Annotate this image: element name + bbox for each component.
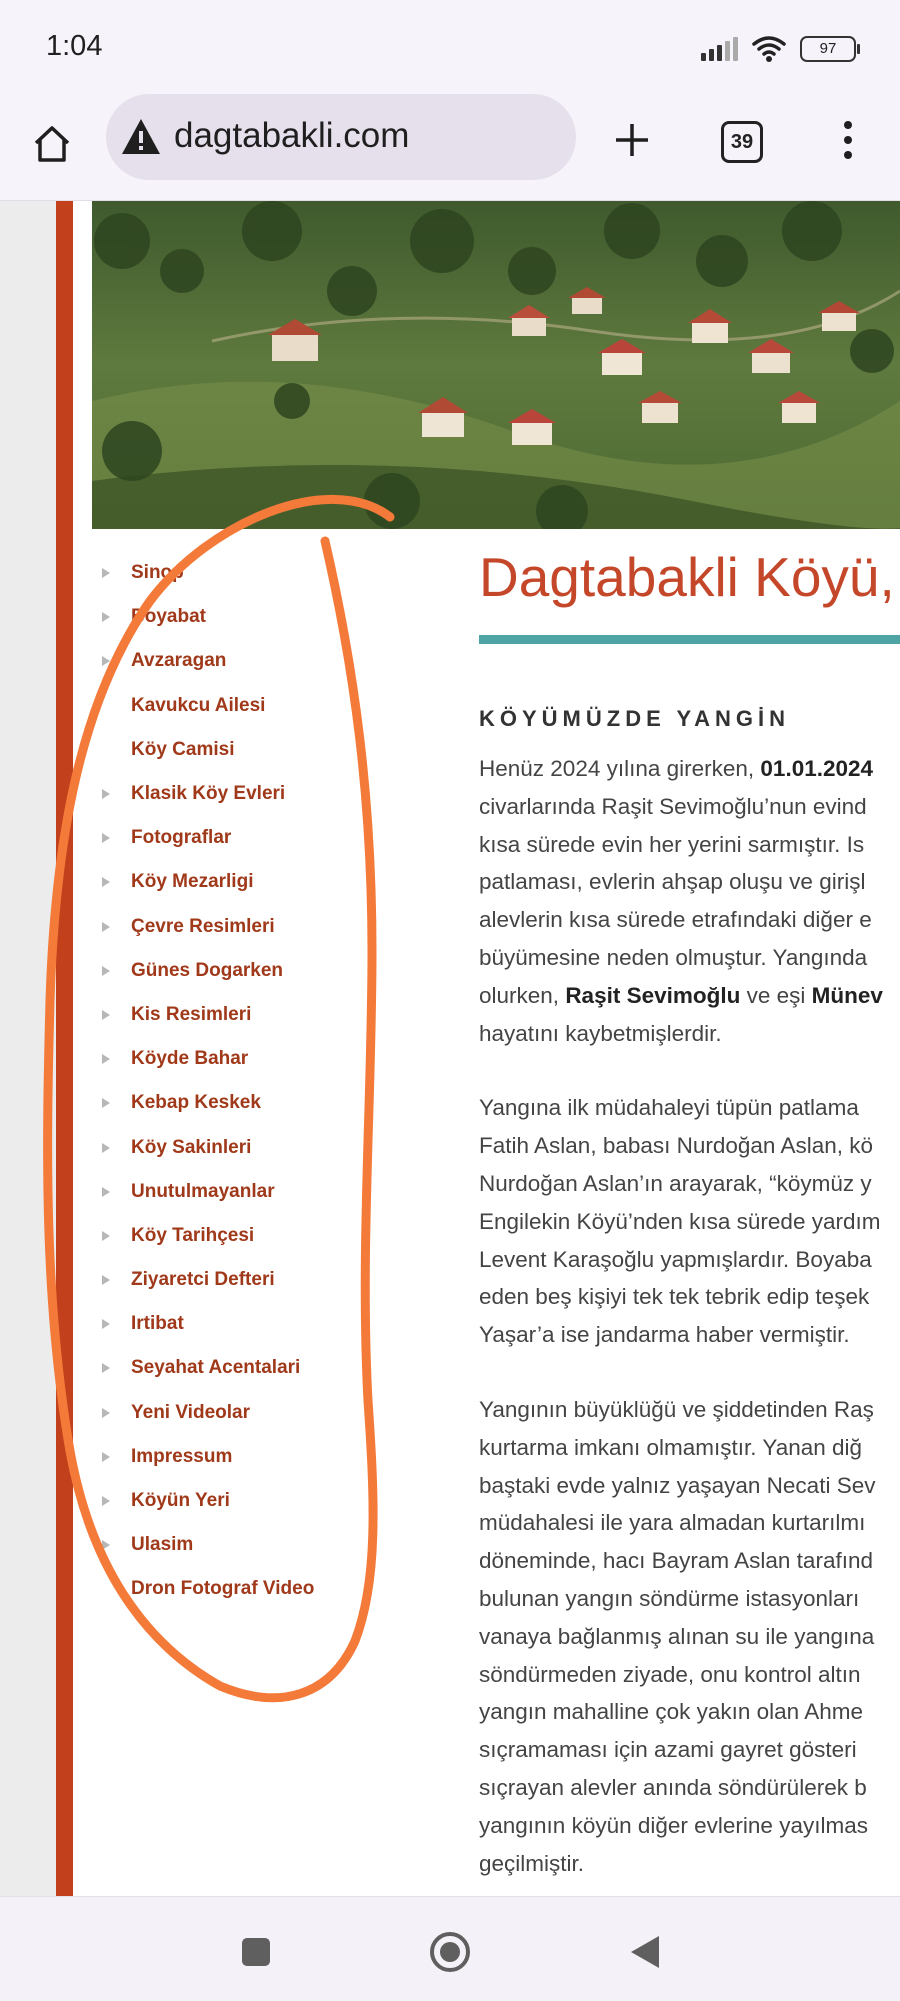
- status-bar: [0, 0, 900, 90]
- status-icons: [701, 34, 856, 64]
- sidebar-item-seyahat-acentalari[interactable]: Seyahat Acentalari: [100, 1346, 430, 1390]
- warning-icon[interactable]: [120, 116, 162, 158]
- sidebar-item-kavukcu-ailesi[interactable]: Kavukcu Ailesi: [131, 694, 266, 716]
- text-line: Yaşar’a ise jandarma haber vermiştir.: [479, 1322, 850, 1348]
- sidebar-item-kebap-keskek[interactable]: Kebap Keskek: [100, 1081, 430, 1125]
- page-title: Dagtabakli Köyü,: [479, 546, 895, 608]
- sidebar-item-impressum[interactable]: Impressum: [100, 1435, 430, 1479]
- text-line: baştaki evde yalnız yaşayan Necati Sev: [479, 1472, 876, 1498]
- text-line: yangın mahalline çok yakın olan Ahme: [479, 1699, 863, 1725]
- sidebar-item-dron-fotograf-video[interactable]: Dron Fotograf Video: [131, 1578, 315, 1600]
- signal-icon: [701, 37, 738, 61]
- text-line: hayatını kaybetmişlerdir.: [479, 1020, 722, 1046]
- text-line: sıçrayan alevler anında söndürülerek b: [479, 1774, 867, 1800]
- sidebar-item-fotograflar[interactable]: Fotograflar: [100, 816, 430, 860]
- sidebar-item-klasik-koy-evleri[interactable]: Klasik Köy Evleri: [100, 772, 430, 816]
- sidebar-item-ziyaretci-defteri[interactable]: Ziyaretci Defteri: [100, 1258, 430, 1302]
- sidebar-item-koyun-yeri[interactable]: Köyün Yeri: [100, 1479, 430, 1523]
- sidebar-item-koy-sakinleri[interactable]: Köy Sakinleri: [100, 1125, 430, 1169]
- text-line: olurken, Raşit Sevimoğlu ve eşi Münev: [479, 982, 883, 1008]
- annotation-loop: [0, 201, 900, 1896]
- home-circle-icon: [428, 1930, 472, 1974]
- sidebar-item-ulasim[interactable]: Ulasim: [100, 1523, 430, 1567]
- text-line: kurtarma imkanı olmamıştır. Yanan diğ: [479, 1434, 863, 1460]
- text-line: Levent Karaşoğlu yapmışlardır. Boyaba: [479, 1246, 872, 1272]
- sidebar-item-irtibat[interactable]: Irtibat: [100, 1302, 430, 1346]
- text-line: Fatih Aslan, babası Nurdoğan Aslan, kö: [479, 1133, 874, 1159]
- more-menu-button[interactable]: [816, 108, 880, 172]
- tab-switcher-button[interactable]: [710, 110, 774, 174]
- sidebar-item-gunes-dogarken[interactable]: Günes Dogarken: [100, 949, 430, 993]
- sidebar-item-koy-camisi[interactable]: Köy Camisi: [131, 738, 235, 760]
- home-nav-button[interactable]: [425, 1927, 475, 1977]
- text-line: civarlarında Raşit Sevimoğlu’nun evind: [479, 793, 867, 819]
- back-icon: [627, 1934, 661, 1970]
- text-line: Engilekin Köyü’nden kısa sürede yardım: [479, 1208, 881, 1234]
- text-line: söndürmeden ziyade, onu kontrol altın: [479, 1661, 861, 1687]
- recents-button[interactable]: [231, 1927, 281, 1977]
- address-bar[interactable]: [106, 94, 576, 180]
- back-button[interactable]: [619, 1927, 669, 1977]
- more-vert-icon: [842, 120, 854, 160]
- new-tab-button[interactable]: [600, 108, 664, 172]
- text-line: geçilmiştir.: [479, 1850, 585, 1876]
- clock: 1:04: [46, 30, 103, 62]
- recents-icon: [240, 1936, 272, 1968]
- sidebar-item-boyabat[interactable]: Boyabat: [100, 595, 430, 639]
- text-line: döneminde, hacı Bayram Aslan tarafınd: [479, 1548, 873, 1574]
- sidebar-item-koy-mezarligi[interactable]: Köy Mezarligi: [100, 860, 430, 904]
- text-line: bulunan yangın söndürme istasyonları: [479, 1585, 860, 1611]
- sidebar-item-cevre-resimleri[interactable]: Çevre Resimleri: [100, 905, 430, 949]
- home-button[interactable]: [20, 112, 84, 176]
- text-line: Henüz 2024 yılına girerken, 01.01.2024: [479, 756, 874, 781]
- sidebar-item-koyde-bahar[interactable]: Köyde Bahar: [100, 1037, 430, 1081]
- wifi-icon: [752, 35, 786, 63]
- system-nav-bar: [0, 1896, 900, 2001]
- text-line: Yangının büyüklüğü ve şiddetinden Raş: [479, 1396, 874, 1422]
- text-line: Yangına ilk müdahaleyi tüpün patlama: [479, 1095, 859, 1121]
- sidebar-item-unutulmayanlar[interactable]: Unutulmayanlar: [100, 1170, 430, 1214]
- web-page: [0, 201, 900, 1896]
- text-line: alevlerin kısa sürede etrafındaki diğer e: [479, 907, 872, 933]
- text-line: kısa sürede evin her yerini sarmıştır. Is: [479, 831, 865, 857]
- plus-icon: [612, 120, 652, 160]
- text-line: vanaya bağlanmış alınan su ile yangına: [479, 1623, 875, 1649]
- sidebar-item-yeni-videolar[interactable]: Yeni Videolar: [100, 1391, 430, 1435]
- home-icon: [30, 122, 74, 166]
- url-text[interactable]: dagtabakli.com: [174, 116, 410, 155]
- sidebar-item-kis-resimleri[interactable]: Kis Resimleri: [100, 993, 430, 1037]
- text-line: sıçramaması için azami gayret gösteri: [479, 1737, 857, 1763]
- sidebar-item-koy-tarihcesi[interactable]: Köy Tarihçesi: [100, 1214, 430, 1258]
- section-heading: KÖYÜMÜZDE YANGİN: [479, 706, 791, 731]
- battery-icon: 97: [800, 36, 856, 62]
- text-line: Nurdoğan Aslan’ın arayarak, “köymüz y: [479, 1170, 872, 1196]
- text-line: büyümesine neden olmuştur. Yangında: [479, 944, 868, 970]
- sidebar-item-sinop[interactable]: Sinop: [100, 551, 430, 595]
- text-line: müdahalesi ile yara almadan kurtarılmı: [479, 1510, 866, 1536]
- text-line: yangının köyün diğer evlerine yayılmas: [479, 1812, 868, 1838]
- sidebar-item-avzaragan[interactable]: Avzaragan: [100, 639, 430, 683]
- text-line: eden beş kişiyi tek tek tebrik edip teşek: [479, 1284, 870, 1310]
- tab-switcher-icon: 39: [721, 121, 763, 163]
- text-line: patlaması, evlerin ahşap oluşu ve girişl: [479, 869, 866, 895]
- browser-toolbar: [0, 90, 900, 201]
